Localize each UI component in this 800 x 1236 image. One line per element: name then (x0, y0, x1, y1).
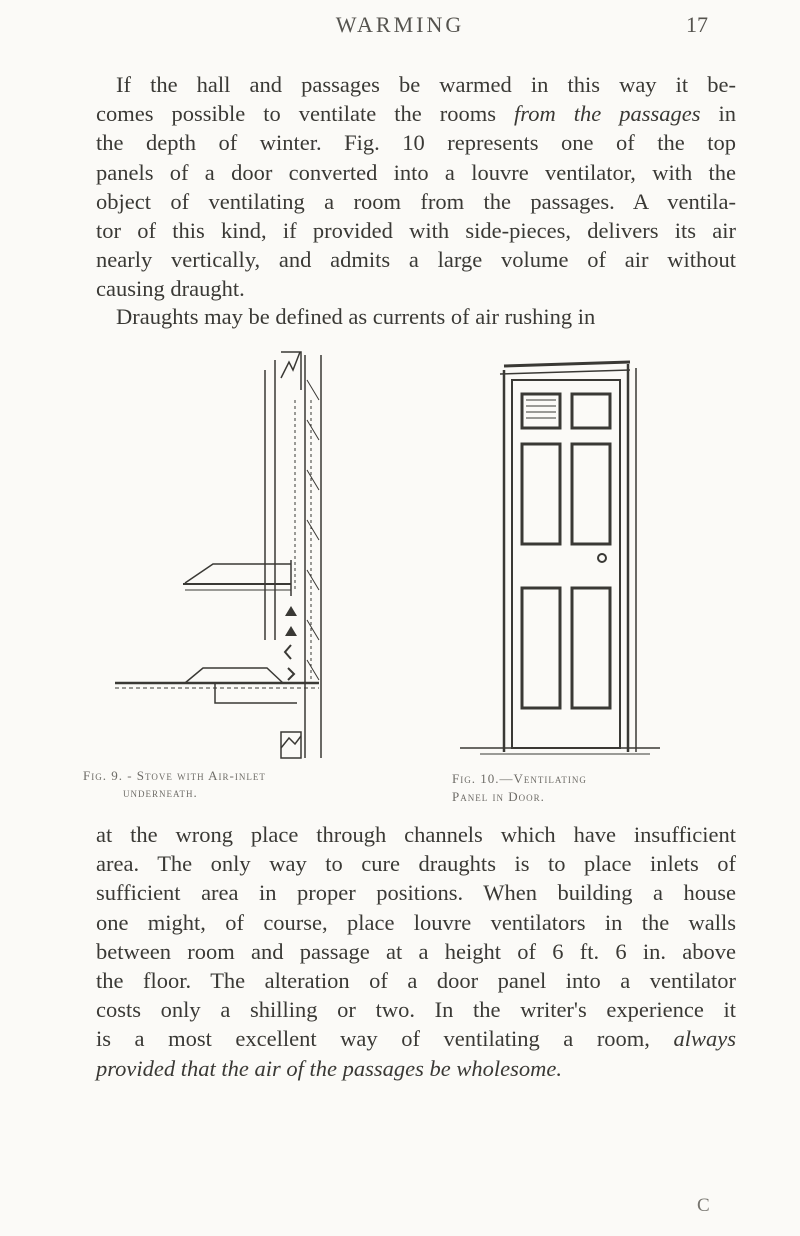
paragraph-2-cont-line: provided that the air of the passages be wholesome. (96, 1055, 562, 1081)
paragraph-2-cont-line: area. The only way to cure draughts is to place inlets of (96, 851, 736, 877)
paragraph-1-line: panels of a door converted into a louvre ventilator, with the (96, 159, 736, 185)
running-title: WARMING (335, 12, 465, 37)
paragraph-2-continued (96, 820, 736, 1083)
fig9-caption-line2: underneath. (123, 785, 198, 800)
paragraph-1-line: nearly vertically, and admits a large volume of air without (96, 247, 736, 273)
paragraph-2-cont-line: at the wrong place through channels which have insufficient (96, 822, 736, 847)
figure-10 (452, 356, 660, 804)
stove-diagram (95, 340, 375, 770)
paragraph-1-line: object of ventilating a room from the passages. A ventila- (96, 188, 736, 214)
paragraph-2-start (96, 302, 736, 331)
figure-9 (83, 340, 375, 800)
paragraph-2-cont-line: one might, of course, place louvre ventilators in the walls (96, 909, 736, 935)
paragraph-1-line: the depth of winter. Fig. 10 represents one of the top (96, 130, 736, 156)
door-diagram (460, 356, 660, 758)
page-header (0, 12, 800, 52)
fig9-caption-line1: Fig. 9. - Stove with Air-inlet (83, 768, 266, 783)
paragraph-1-line: If the hall and passages be warmed in this way it be- (116, 72, 736, 97)
paragraph-1 (96, 70, 736, 304)
paragraph-1-line: tor of this kind, if provided with side-pieces, delivers its air (96, 218, 736, 244)
paragraph-1-line: comes possible to ventilate the rooms from the passages in (96, 101, 736, 127)
paragraph-2-cont-line: is a most excellent way of ventilating a room, always (96, 1026, 736, 1052)
paragraph-2-cont-line: costs only a shilling or two. In the writer's experience it (96, 997, 736, 1023)
figures-area (0, 340, 800, 804)
paragraph-1-line: causing draught. (96, 276, 245, 302)
fig10-caption-line1: Fig. 10.—Ventilating (452, 771, 587, 786)
paragraph-2-cont-line: between room and passage at a height of 6 ft. 6 in. above (96, 938, 736, 964)
paragraph-2-first-line: Draughts may be defined as currents of air rushing in (116, 304, 596, 329)
signature-mark: C (697, 1195, 710, 1216)
paragraph-2-cont-line: the floor. The alteration of a door panel into a ventilator (96, 968, 736, 994)
fig10-caption-line2: Panel in Door. (452, 789, 545, 804)
paragraph-2-cont-line: sufficient area in proper positions. When building a house (96, 880, 736, 906)
page-number: 17 (686, 12, 708, 37)
